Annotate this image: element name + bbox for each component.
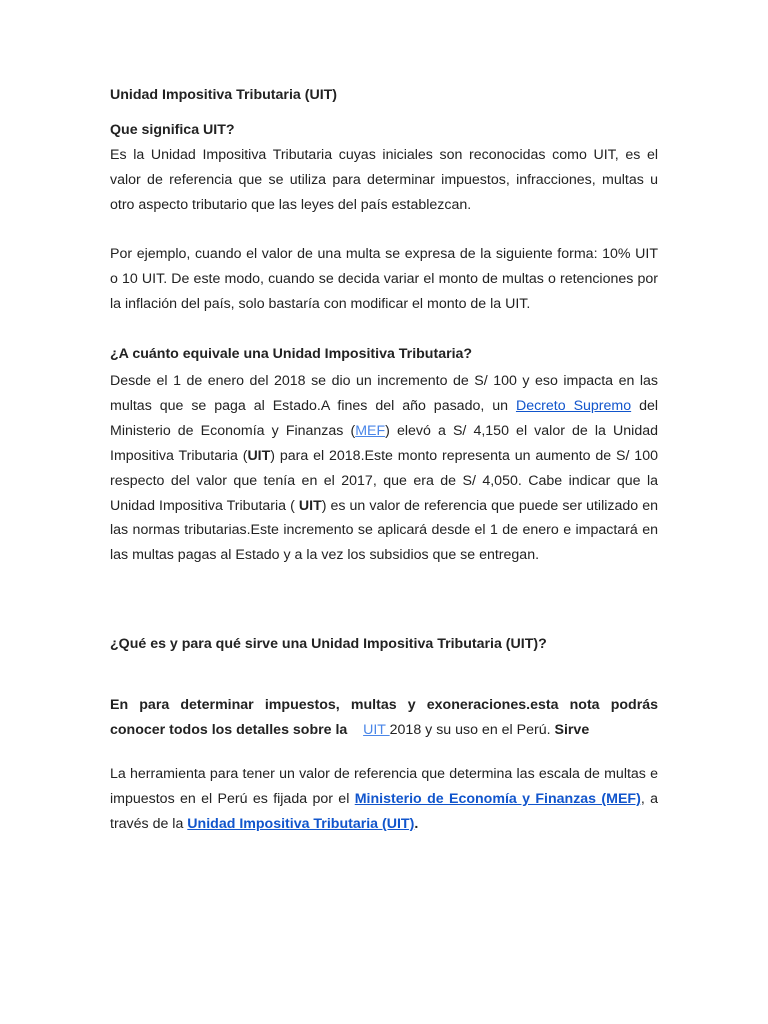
paragraph-tool bbox=[110, 762, 658, 837]
paragraph-tool-text-1: La herramienta para tener un valor de referencia que determina las escala de multas e impuestos en el Perú es fijada por el bbox=[110, 766, 658, 807]
paragraph-value-text-4: ) para el 2018.Este monto representa un aumento de S/ 100 respecto del valor que tenía en el 2017, que era de S/ 4,050. Cabe indicar que la Unidad Impositiva Tributaria ( bbox=[110, 447, 658, 514]
paragraph-tool-text-2: , a través de la bbox=[110, 790, 659, 832]
paragraph-purpose-bold: En para determinar impuestos, multas y exoneraciones.esta nota podrás conocer todos los detalles sobre la bbox=[110, 697, 658, 738]
paragraph-purpose-text: 2018 y su uso en el Perú. bbox=[389, 721, 555, 738]
sirve-bold: Sirve bbox=[554, 721, 590, 738]
uit-bold-2: UIT bbox=[298, 497, 322, 514]
paragraph-example: Por ejemplo, cuando el valor de una multa se expresa de la siguiente forma: 10% UIT o 10 UIT. De este modo, cuando se decida variar el monto de multas o retenciones por la inflación del país, solo bastaría con modificar el monto de la UIT. bbox=[110, 246, 658, 312]
decreto-supremo-link[interactable]: Decreto Supremo bbox=[515, 397, 632, 414]
uit-link[interactable]: UIT bbox=[363, 721, 390, 738]
paragraph-tool-period: . bbox=[414, 815, 419, 832]
ministerio-link[interactable]: Ministerio de Economía y Finanzas (MEF) bbox=[354, 790, 641, 807]
document-title: Unidad Impositiva Tributaria (UIT) bbox=[110, 87, 338, 103]
uit-full-link[interactable]: Unidad Impositiva Tributaria (UIT) bbox=[187, 815, 415, 832]
paragraph-purpose bbox=[110, 693, 658, 743]
question-heading-1: Que significa UIT? bbox=[110, 122, 235, 138]
paragraph-value-text-1: Desde el 1 de enero del 2018 se dio un incremento de S/ 100 y eso impacta en las multas que se paga al Estado.A fines del año pasado, un bbox=[110, 373, 658, 414]
paragraph-value-text-5: ) es un valor de referencia que puede ser utilizado en las normas tributarias.Este incremento se aplicará desde el 1 de enero e impactará en las multas pagas al Estado y a la vez los subsidios que se entregan. bbox=[110, 497, 658, 564]
uit-bold-1: UIT bbox=[247, 447, 271, 464]
paragraph-value-text-2: del Ministerio de Economía y Finanzas ( bbox=[110, 397, 659, 439]
question-heading-3: ¿Qué es y para qué sirve una Unidad Impositiva Tributaria (UIT)? bbox=[110, 636, 547, 652]
paragraph-value bbox=[110, 369, 658, 568]
question-heading-2: ¿A cuánto equivale una Unidad Impositiva Tributaria? bbox=[110, 346, 473, 362]
paragraph-value-text-3: ) elevó a S/ 4,150 el valor de la Unidad Impositiva Tributaria ( bbox=[110, 422, 658, 464]
mef-link[interactable]: MEF bbox=[355, 422, 386, 439]
paragraph-definition: Es la Unidad Impositiva Tributaria cuyas iniciales son reconocidas como UIT, es el valor de referencia que se utiliza para determinar impuestos, infracciones, multas u otro aspecto tributario que las leyes del país establezcan. bbox=[110, 147, 658, 213]
